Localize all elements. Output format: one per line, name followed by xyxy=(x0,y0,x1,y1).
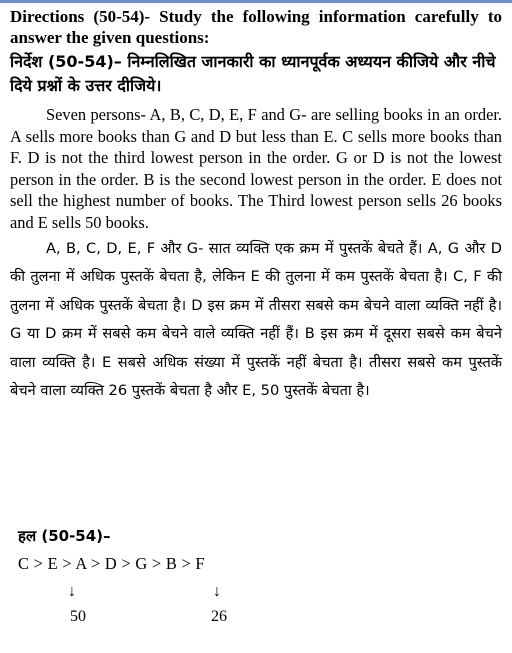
question-content xyxy=(10,6,502,405)
solution-title: हल (50-54)– xyxy=(18,527,111,545)
top-border-rule xyxy=(0,0,512,3)
e-books-value: 50 xyxy=(70,608,86,625)
directions-english: Directions (50-54)- Study the following information carefully to answer the given questions: xyxy=(10,7,502,47)
puzzle-text-hindi: A, B, C, D, E, F और G- सात व्यक्ति एक क्रम में पुस्तकें बेचते हैं। A, G और D की तुलना में अधिक पुस्तकें बेचता है, लेकिन E की तुलना में कम पुस्तकें बेचता है। C, F की तुलना में अधिक पुस्तकें बेचता है। D इस क्रम में तीसरा सबसे कम बेचने वाला व्यक्ति नहीं है। G या D क्रम में सबसे कम बेचने वाले व्यक्ति नहीं हैं। B इस क्रम में दूसरा सबसे कम बेचने वाला व्यक्ति है। E सबसे अधिक संख्या में पुस्तकें नहीं बेचता है। तीसरा सबसे कम पुस्तकें बेचने वाला व्यक्ति 26 पुस्तकें बेचता है और E, 50 पुस्तकें बेचता है। xyxy=(10,240,502,400)
g-books-value: 26 xyxy=(211,608,227,625)
arrow-down-icon-e: ↓ xyxy=(68,583,76,600)
arrow-down-icon-g: ↓ xyxy=(213,583,221,600)
puzzle-text-english: Seven persons- A, B, C, D, E, F and G- are selling books in an order. A sells more books than G and D but less than E. C sells more books than F. D is not the third lowest person in the order. G or D is not the lowest person in the order. B is the second lowest person in the order. E does not sell the highest number of books. The Third lowest person sells 26 books and E sells 50 books. xyxy=(10,105,502,232)
directions-hindi: निर्देश (50-54)– निम्नलिखित जानकारी का ध्यानपूर्वक अध्ययन कीजिये और नीचे दिये प्रश्नों के उत्तर दीजिये। xyxy=(10,52,496,95)
solution-block xyxy=(18,525,205,575)
solution-order: C > E > A > D > G > B > F xyxy=(18,554,205,573)
